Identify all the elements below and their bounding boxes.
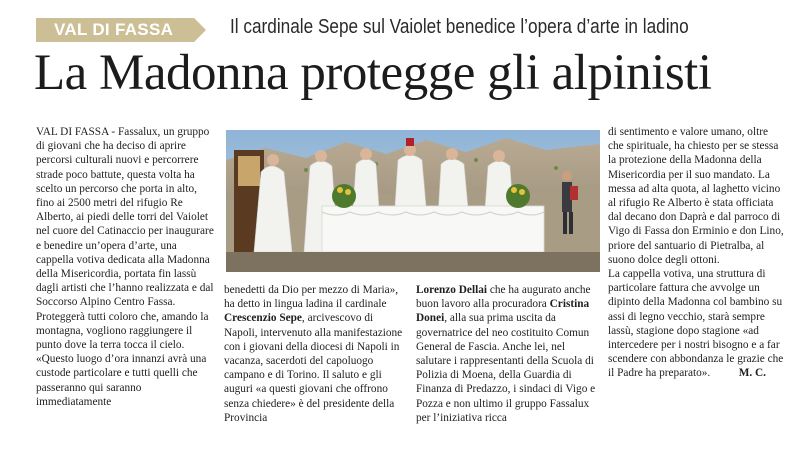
article-photo (226, 130, 600, 272)
section-tag-label: VAL DI FASSA (54, 20, 174, 39)
article-column-4 (608, 125, 784, 381)
article-text: , alla sua prima uscita da governatrice del neo costituito Comun General de Fascia. Anche lei, nel salutare i rappresentanti della Scuola di Polizia di Moena, della Guardia di Finanza di Predazzo, i sindaci di Vigo e Pozza e non ultimo il gruppo Fassalux per l’iniziativa ricca (416, 312, 596, 424)
subheadline: Il cardinale Sepe sul Vaiolet benedice l’opera d’arte in ladino (230, 16, 689, 38)
author-signature: M. C. (738, 367, 766, 380)
article-column-3 (416, 283, 596, 425)
person-name: Crescenzio Sepe (224, 312, 302, 325)
article-text: La cappella votiva, una struttura di particolare fattura che avvolge un dipinto della Madonna col bambino su assi di legno vecchio, starà sempre lassù, stagione dopo stagione «ad intercedere per i nostri bisogno e a far scendere con abbondanza le grazie che il Padre ha preparato». (608, 268, 784, 380)
article-paragraph: di sentimento e valore umano, oltre che spirituale, ha chiesto per se stessa la protezione della Madonna della Misericordia per il suo mandato. La messa ad alta quota, al laghetto vicino al rifugio Re Alberto è stata officiata dal decano don Daprà e dal parroco di Vigo di Fassa don Erminio e don Lino, priore del santuario di Pietralba, al suono dolce degli ottoni. (608, 126, 784, 266)
article-paragraph: Proteggerà tutti coloro che, amando la montagna, vogliono raggiungere il punto dove la terra tocca il cielo. «Questo luogo d’ora innanzi avrà una custode particolare e tutti quelli che passeranno qui saranno immediatamente (36, 310, 209, 408)
article-paragraph (608, 267, 784, 381)
article-paragraph (416, 283, 596, 425)
article-paragraph (224, 283, 404, 425)
article-text: , arcivescovo di Napoli, intervenuto alla manifestazione con i giovani della diocesi di Napoli in vacanza, sacerdoti del capoluogo campano e di Torino. Il saluto e gli auguri «a questi giovani che offrono senza chiedere» è del presidente della Provincia (224, 312, 403, 424)
article-text: che ha augurato anche buon lavoro alla procuradora (416, 284, 591, 311)
article-text: benedetti da Dio per mezzo di Maria», ha detto in lingua ladina il cardinale (224, 284, 399, 311)
article-paragraph: VAL DI FASSA - Fassalux, un gruppo di giovani che ha deciso di aprire percorsi culturali nuovi e percorrere strade poco battute, questa volta ha scelto un percorso che porta in alto, fino ai 2500 metri del rifugio Re Alberto, ai piedi delle torri del Vaiolet nel cuore del Catinaccio per inaugurare e benedire un’opera d’arte, una cappella votiva dedicata alla Madonna della Misericordia, portata fin lassù dagli artisti che l’hanno realizzata e dal Soccorso Alpino Centro Fassa. (36, 126, 214, 309)
article-column-2 (224, 283, 404, 425)
person-name: Lorenzo Dellai (416, 284, 488, 296)
article-column-1 (36, 125, 216, 409)
section-tag (36, 18, 206, 42)
outdoor-mass-photo (226, 130, 600, 272)
person-name: Cristina Donei (416, 298, 590, 325)
headline: La Madonna protegge gli alpinisti (34, 45, 712, 101)
